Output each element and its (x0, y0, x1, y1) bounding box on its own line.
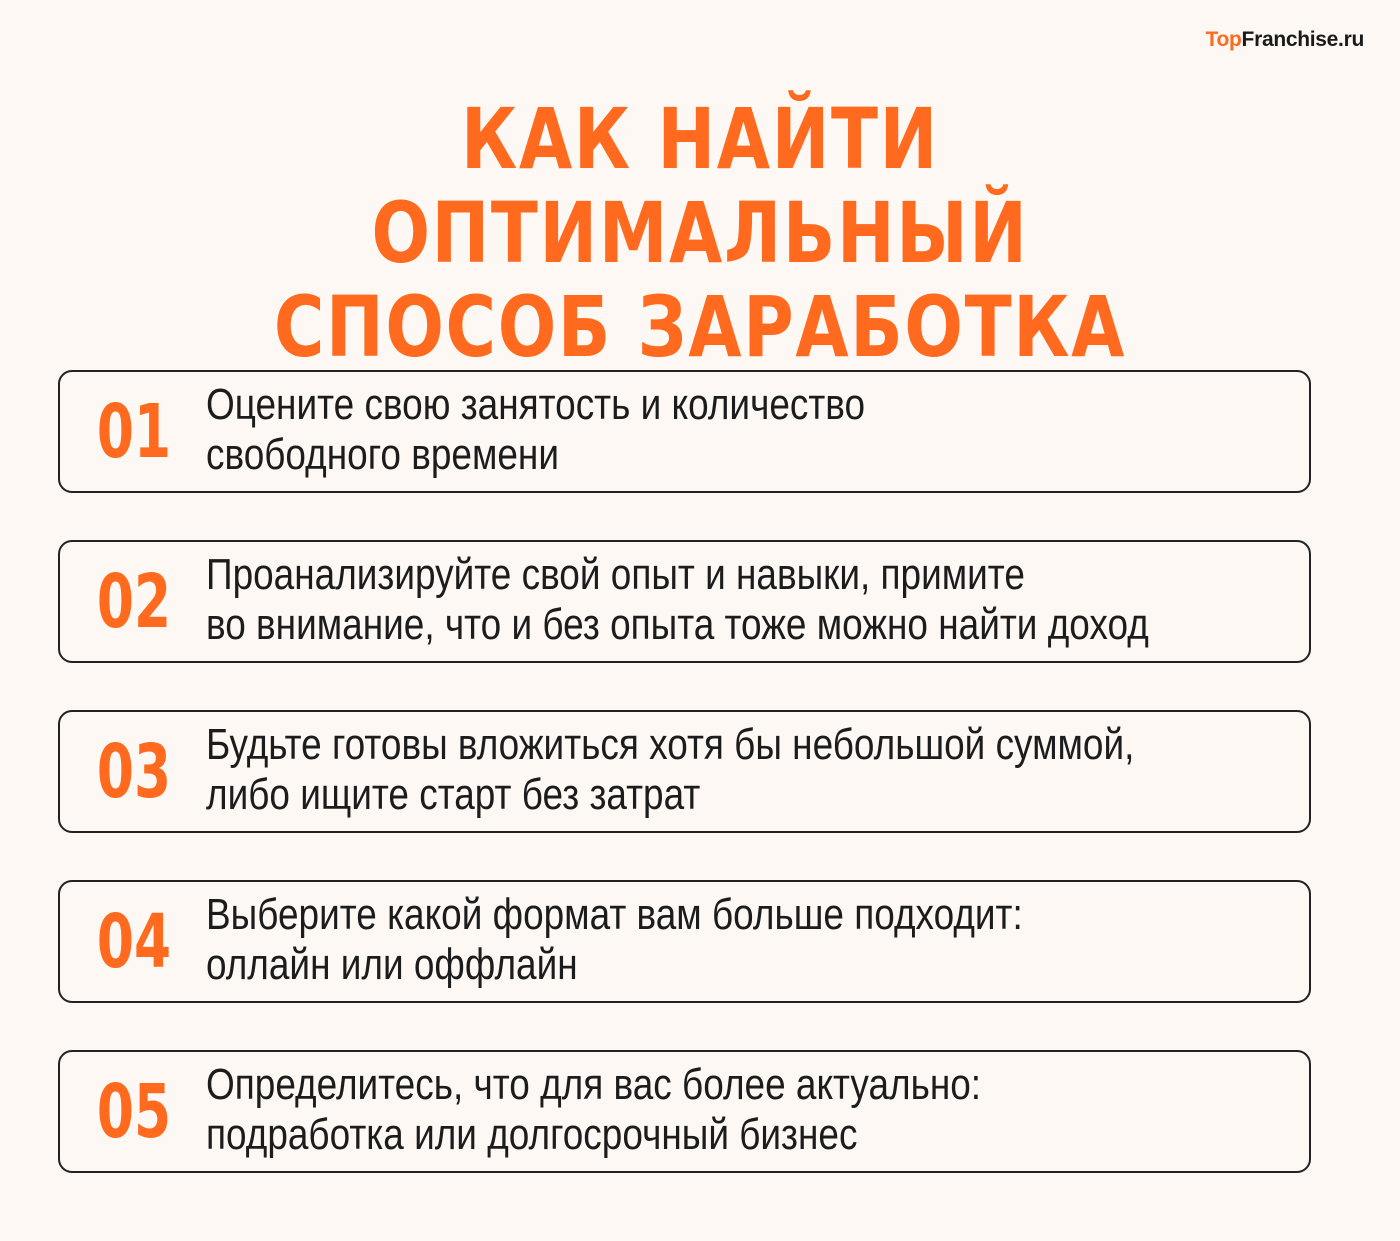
step-text-line-1: Проанализируйте свой опыт и навыки, примите (206, 550, 1025, 599)
logo-rest-text: Franchise.ru (1241, 28, 1364, 51)
page-title-line-2: СПОСОБ ЗАРАБОТКА (273, 278, 1127, 376)
step-card-05 (58, 1050, 1311, 1173)
step-card-02 (58, 540, 1311, 663)
step-number: 02 (96, 558, 172, 645)
step-text-line-1: Будьте готовы вложиться хотя бы небольшой суммой, (206, 720, 1135, 769)
step-text (206, 1060, 1147, 1160)
page-title (126, 92, 1274, 374)
step-text (206, 550, 1147, 650)
step-text (206, 890, 1147, 990)
step-card-01 (58, 370, 1311, 493)
step-card-04 (58, 880, 1311, 1003)
step-card-03 (58, 710, 1311, 833)
step-text-line-1: Определитесь, что для вас более актуально: (206, 1060, 982, 1109)
step-number: 04 (96, 898, 172, 985)
step-text-line-1: Выберите какой формат вам больше подходит: (206, 890, 1023, 939)
step-text-line-1: Оцените свою занятость и количество (206, 380, 866, 429)
step-text-line-2: подработка или долгосрочный бизнес (206, 1110, 858, 1159)
step-number: 03 (96, 728, 172, 815)
page-title-line-1: КАК НАЙТИ ОПТИМАЛЬНЫЙ (371, 90, 1029, 282)
step-text-line-2: оллайн или оффлайн (206, 940, 578, 989)
step-text (206, 720, 1147, 820)
site-logo[interactable] (1206, 28, 1364, 52)
step-text-line-2: свободного времени (206, 430, 559, 479)
step-text (206, 380, 1147, 480)
logo-accent-text: Top (1205, 28, 1242, 51)
step-number: 01 (96, 388, 172, 475)
step-number: 05 (96, 1068, 172, 1155)
step-text-line-2: либо ищите старт без затрат (206, 770, 701, 819)
step-text-line-2: во внимание, что и без опыта тоже можно найти доход (206, 600, 1149, 649)
steps-list (58, 370, 1311, 1220)
